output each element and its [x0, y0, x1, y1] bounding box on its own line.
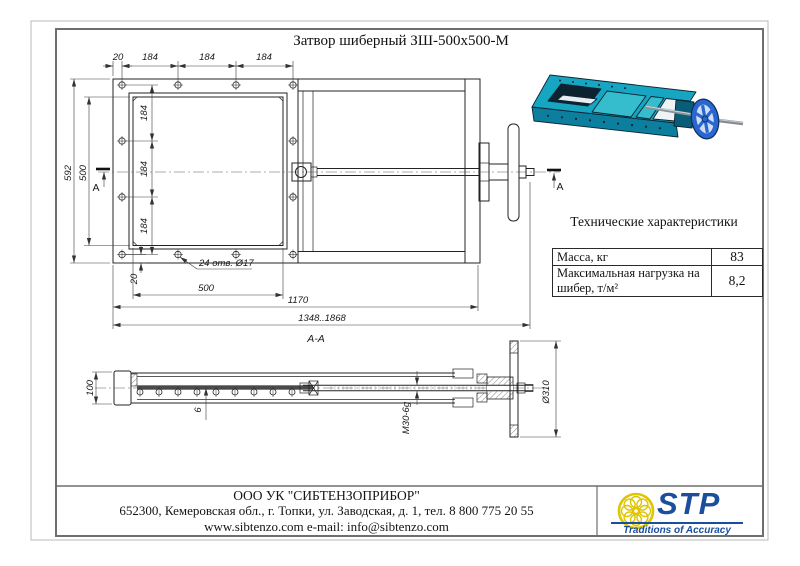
section-view	[85, 333, 561, 437]
section-cut-marks	[92, 169, 563, 194]
section-title: А-А	[307, 333, 325, 345]
cut-label-right: А	[556, 181, 564, 193]
dim-184-v1: 184	[139, 105, 150, 121]
dim-1348-1868: 1348..1868	[298, 313, 346, 324]
table-row	[553, 249, 763, 266]
dim-m30: М30-6g	[401, 401, 412, 435]
opening-chamfers	[133, 97, 283, 246]
dim-184-top2: 184	[199, 52, 215, 63]
dims-left	[63, 79, 130, 263]
frame-extension	[298, 79, 480, 263]
spec-value-load: 8,2	[712, 266, 763, 297]
logo-tagline: Traditions of Accuracy	[623, 525, 731, 536]
logo-text: STP	[657, 486, 721, 521]
dim-6: 6	[193, 407, 204, 413]
dim-1170: 1170	[287, 295, 309, 306]
dim-20-top: 20	[112, 52, 124, 63]
footer-address: 652300, Кемеровская обл., г. Топки, ул. Заводская, д. 1, тел. 8 800 775 20 55	[119, 503, 534, 518]
table-row	[553, 266, 763, 297]
spec-value-mass: 83	[712, 249, 763, 266]
cut-label-left: А	[92, 182, 100, 194]
main-view	[63, 52, 564, 329]
dims-inner-vertical	[126, 85, 158, 255]
valve-3d-render	[532, 75, 743, 141]
logo-rule	[611, 522, 743, 524]
dim-d310: Ø310	[541, 380, 552, 404]
specs-table	[552, 248, 763, 297]
dim-184-v2: 184	[139, 161, 150, 177]
screw-assembly	[98, 124, 560, 221]
dim-500-bottom: 500	[198, 283, 214, 294]
dim-100: 100	[85, 380, 96, 396]
holes-note: 24 отв. Ø17	[199, 258, 254, 269]
spec-label-mass: Масса, кг	[553, 249, 712, 266]
dims-top	[103, 52, 293, 80]
dim-20-bottom: 20	[129, 273, 140, 285]
dims-bottom	[113, 182, 530, 329]
footer-company: ООО УК "СИБТЕНЗОПРИБОР"	[233, 488, 420, 503]
dim-500-left: 500	[78, 165, 89, 181]
spec-label-load: Максимальная нагрузка на шибер, т/м²	[553, 266, 712, 297]
footer-web: www.sibtenzo.com e-mail: info@sibtenzo.com	[204, 519, 449, 534]
specs-heading: Технические характеристики	[570, 214, 738, 229]
dim-184-v3: 184	[139, 218, 150, 234]
dim-592: 592	[63, 165, 74, 181]
dim-184-top3: 184	[256, 52, 272, 63]
page-title: Затвор шиберный ЗШ-500х500-М	[293, 33, 509, 49]
dim-184-top1: 184	[142, 52, 158, 63]
section-body	[114, 341, 518, 437]
